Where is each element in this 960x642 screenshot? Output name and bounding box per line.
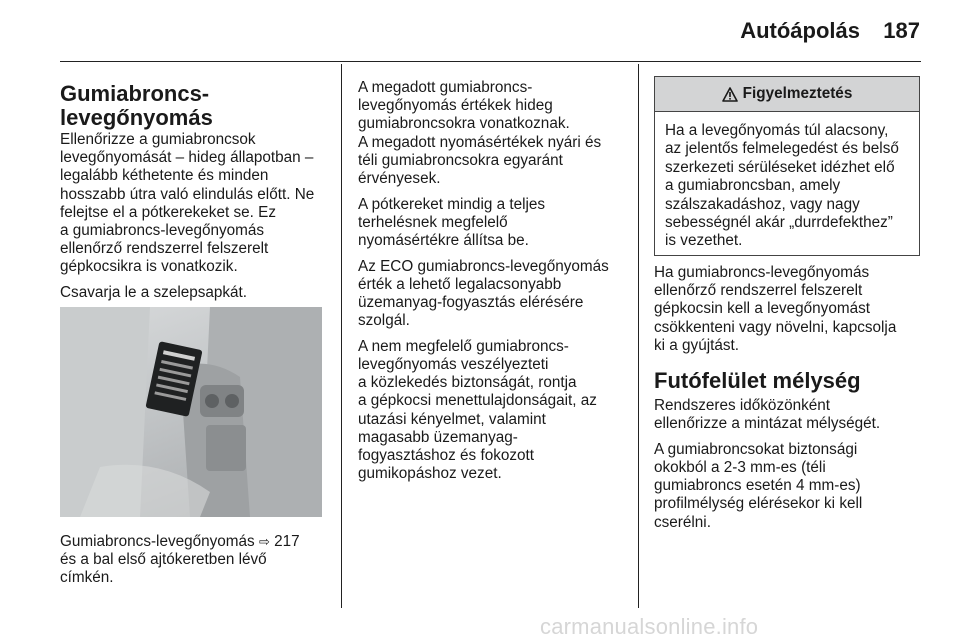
header-title: Autóápolás xyxy=(740,18,860,43)
column-2 xyxy=(358,79,626,491)
warning-header xyxy=(655,77,919,112)
paragraph: A nem megfelelő gumiabroncs- levegőnyomás veszélyezteti a közlekedés biztonságát, rontja a gépkocsi menettulajdonságait, az utazási kényelmet, valamint magasabb üzemanyag- fogyasztáshoz és fokozott gumikopáshoz vezet. xyxy=(358,337,597,483)
column-divider-right xyxy=(638,64,639,608)
warning-triangle-icon xyxy=(722,87,738,102)
paragraph: Csavarja le a szelepsapkát. xyxy=(60,284,248,302)
column-divider-left xyxy=(341,64,342,608)
warning-body: Ha a levegőnyomás túl alacsony, az jelentős felmelegedést és belső szerkezeti sérüléseket idézhet elő a gumiabroncsban, amely szálszakadáshoz, vagy nagy sebességnél akár „durrdefekthez” is vezethet. xyxy=(665,122,899,250)
caption-rest: és a bal első ajtókeretben lévő címkén. xyxy=(60,551,267,587)
page-reference: 217 xyxy=(274,533,300,550)
paragraph: A pótkereket mindig a teljes terhelésnek megfelelő nyomásértékre állítsa be. xyxy=(358,195,546,250)
paragraph: Ha gumiabroncs-levegőnyomás ellenőrző rendszerrel felszerelt gépkocsin kell a levegőnyomást csökkenteni vagy növelni, kapcsolja ki a gyújtást. xyxy=(654,264,897,354)
paragraph: Az ECO gumiabroncs-levegőnyomás érték a lehető legalacsonyabb üzemanyag-fogyasztás elérésére szolgál. xyxy=(358,257,609,330)
section-heading-tread-depth: Futófelület mélység xyxy=(654,368,861,394)
column-3 xyxy=(654,264,922,539)
warning-box xyxy=(654,76,920,256)
reference-arrow-icon: ⇨ xyxy=(258,534,270,549)
paragraph: Ellenőrizze a gumiabroncsok levegőnyomását – hideg állapotban – legalább kéthetente és minden hosszabb útra való elindulás előtt. Ne felejtse el a pótkerekeket se. Ez a gumiabroncs-levegőnyomás ellenőrző rendszerrel felszerelt gépkocsikra is vonatkozik. xyxy=(60,131,315,276)
warning-title: Figyelmeztetés xyxy=(742,85,853,102)
header-rule xyxy=(60,61,921,62)
paragraph: A megadott gumiabroncs- levegőnyomás értékek hideg gumiabroncsokra vonatkoznak. A megadott nyomásértékek nyári és téli gumiabroncsokra egyaránt érvényesek. xyxy=(358,79,602,188)
paragraph: A gumiabroncsokat biztonsági okokból a 2-3 mm-es (téli gumiabroncs esetén 4 mm-es) profilmélység elérésekor ki kell cserélni. xyxy=(654,440,863,531)
door-frame-illustration xyxy=(60,307,322,517)
caption-text: Gumiabroncs-levegőnyomás xyxy=(60,533,255,550)
photo-caption xyxy=(60,533,332,588)
page-number: 187 xyxy=(883,18,920,43)
door-frame-label-photo xyxy=(60,307,322,517)
watermark: carmanualsonline.info xyxy=(540,614,759,639)
section-heading-tire-pressure: Gumiabroncs- levegőnyomás xyxy=(60,81,213,130)
column-1 xyxy=(60,82,332,310)
paragraph: Rendszeres időközönként ellenőrizze a mintázat mélységét. xyxy=(654,397,881,433)
